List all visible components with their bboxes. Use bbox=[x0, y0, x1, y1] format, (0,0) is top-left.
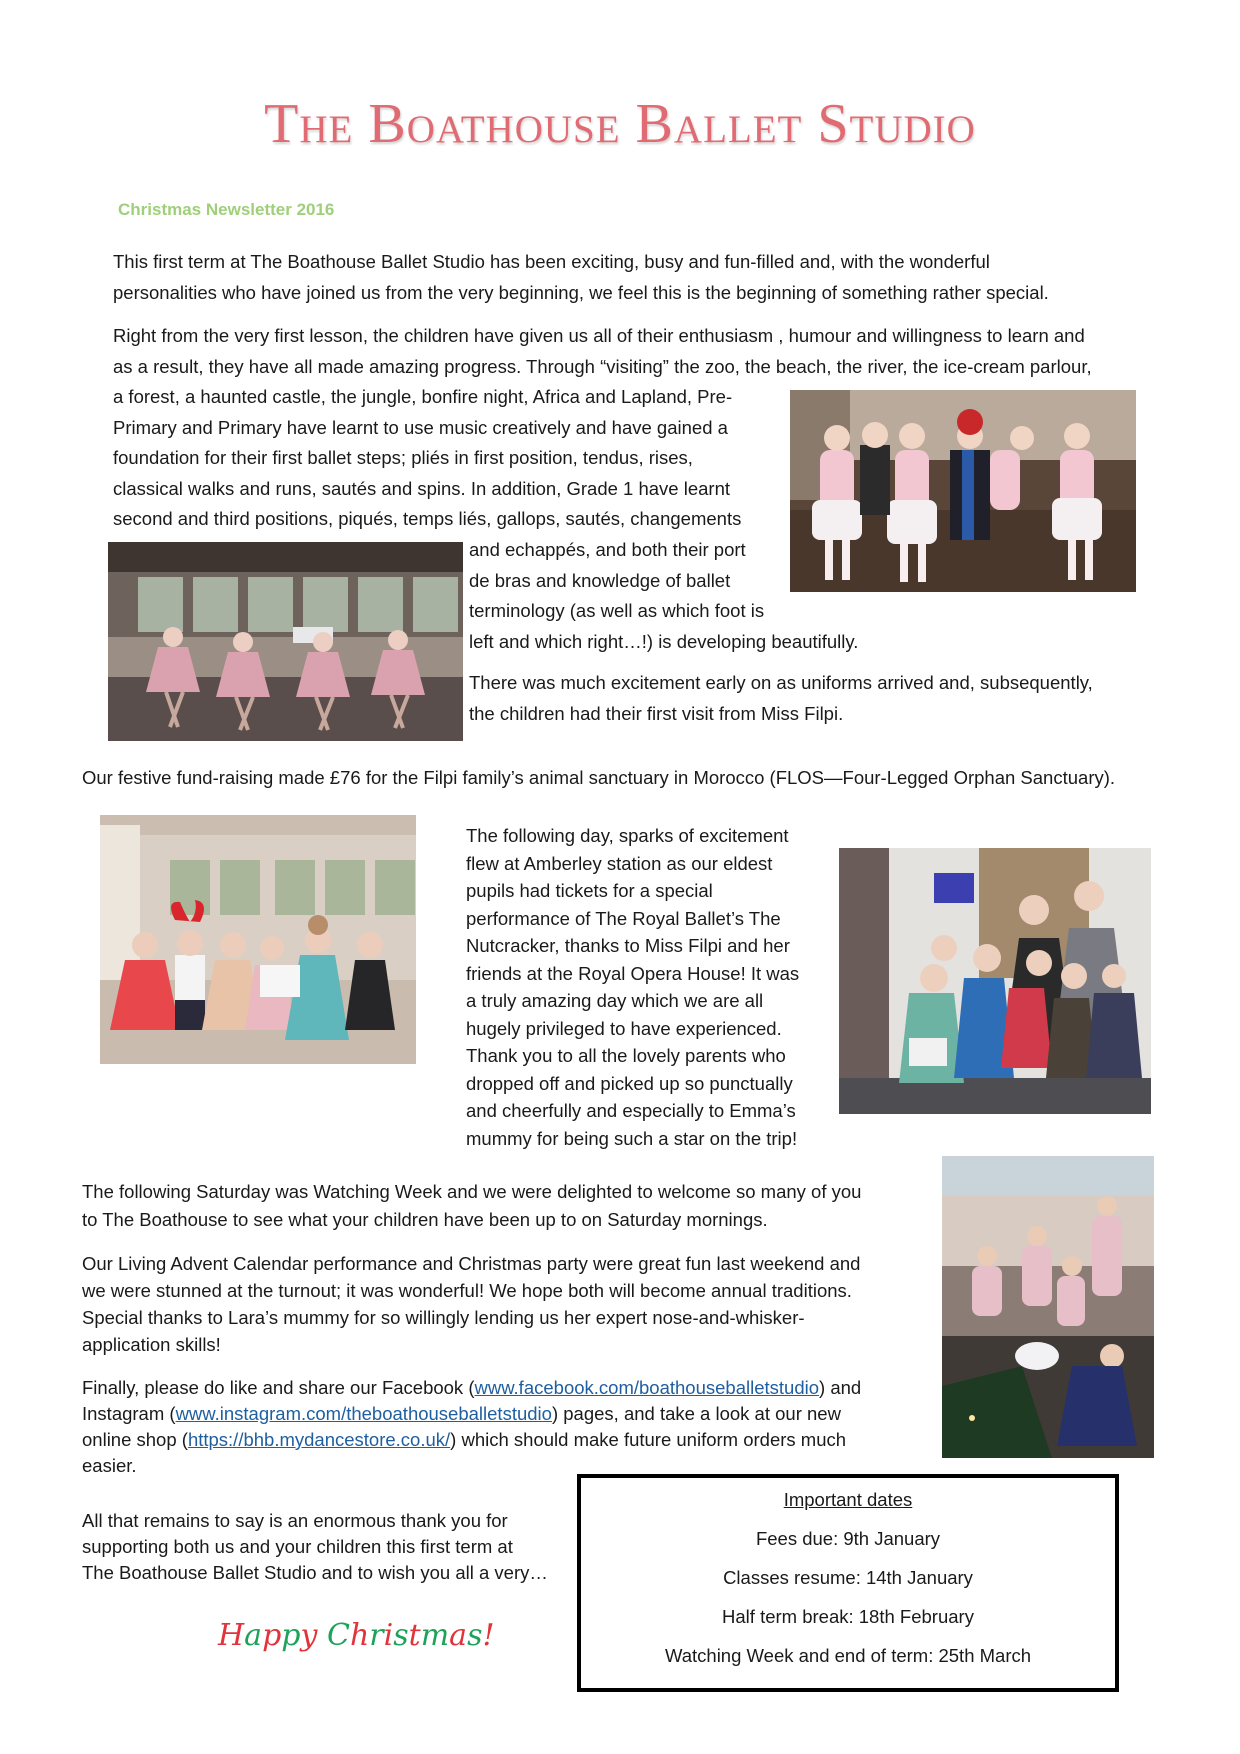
facebook-link[interactable]: www.facebook.com/boathouseballetstudio bbox=[474, 1377, 820, 1398]
text-line: The following day, sparks of excitement bbox=[466, 825, 789, 846]
important-dates-box bbox=[577, 1474, 1119, 1692]
text-line: foundation for their first ballet steps; pliés in first position, tendus, rises, bbox=[113, 447, 693, 468]
text-line: the children had their first visit from Miss Filpi. bbox=[469, 702, 844, 724]
date-fees-due: Fees due: 9th January bbox=[755, 1528, 941, 1549]
text-line: second and third positions, piqués, temps liés, gallops, sautés, changements bbox=[113, 508, 742, 529]
text-line: flew at Amberley station as our eldest bbox=[466, 852, 773, 874]
text-line: terminology (as well as which foot is bbox=[469, 600, 765, 621]
text-line: supporting both us and your children this first term at bbox=[82, 1536, 513, 1557]
newsletter-subtitle: Christmas Newsletter 2016 bbox=[118, 200, 335, 219]
text-line: Right from the very first lesson, the children have given us all of their enthusiasm , humour and willingness to learn and bbox=[113, 325, 1085, 346]
text-line: online shop (https://bhb.mydancestore.co.uk/) which should make future uniform orders much bbox=[82, 1429, 847, 1450]
text-line: a forest, a haunted castle, the jungle, bonfire night, Africa and Lapland, Pre- bbox=[113, 386, 733, 407]
newsletter-title: The Boathouse Ballet Studio bbox=[264, 93, 976, 155]
text-line: easier. bbox=[82, 1455, 137, 1476]
text-line: All that remains to say is an enormous thank you for bbox=[82, 1510, 508, 1531]
happy-christmas-greeting: Happy Christmas! bbox=[218, 1618, 495, 1653]
instagram-link[interactable]: www.instagram.com/theboathouseballetstudio bbox=[175, 1403, 552, 1424]
date-classes-resume: Classes resume: 14th January bbox=[723, 1567, 973, 1588]
date-end-of-term: Watching Week and end of term: 25th March bbox=[664, 1645, 1032, 1666]
text-line: Primary and Primary have learnt to use music creatively and have gained a bbox=[113, 416, 728, 438]
text-line: personalities who have joined us from the very beginning, we feel this is the beginning of something rather special. bbox=[113, 281, 1049, 303]
text-line: left and which right…!) is developing beautifully. bbox=[469, 630, 859, 652]
text-line: a truly amazing day which we are all bbox=[466, 990, 764, 1011]
date-half-term: Half term break: 18th February bbox=[722, 1606, 974, 1627]
online-shop-link[interactable]: https://bhb.mydancestore.co.uk/ bbox=[187, 1429, 451, 1450]
intro-paragraph bbox=[113, 247, 1049, 308]
text-line: Nutcracker, thanks to Miss Filpi and her bbox=[466, 935, 790, 956]
advent-calendar-party-photo bbox=[942, 1156, 1154, 1458]
text-line: dropped off and picked up so punctually bbox=[466, 1072, 793, 1094]
text-line: we were stunned at the turnout; it was wonderful! We hope both will become annual traditions. bbox=[82, 1280, 852, 1301]
watching-week-paragraph bbox=[82, 1178, 861, 1233]
royal-opera-house-trip-photo bbox=[839, 848, 1151, 1114]
advent-calendar-paragraph bbox=[82, 1250, 860, 1358]
text-line: and cheerfully and especially to Emma’s bbox=[466, 1100, 796, 1121]
closing-paragraph bbox=[82, 1508, 548, 1586]
text-line: friends at the Royal Opera House! It was bbox=[466, 962, 800, 984]
text-line: de bras and knowledge of ballet bbox=[469, 569, 731, 591]
text-line: performance of The Royal Ballet’s The bbox=[466, 907, 781, 929]
text-line: The Boathouse Ballet Studio and to wish you all a very… bbox=[82, 1562, 548, 1583]
text-line: The following Saturday was Watching Week and we were delighted to welcome so many of you bbox=[82, 1181, 862, 1202]
text-line: Thank you to all the lovely parents who bbox=[466, 1045, 786, 1066]
text-line: classical walks and runs, sautés and spins. In addition, Grade 1 have learnt bbox=[113, 477, 731, 499]
text-line: pupils had tickets for a special bbox=[466, 880, 713, 901]
text-line: Finally, please do like and share our Facebook (www.facebook.com/boathouseballetstudio) and bbox=[82, 1377, 862, 1398]
children-in-costumes-photo bbox=[790, 390, 1136, 592]
text-line: mummy for being such a star on the trip! bbox=[466, 1127, 798, 1149]
social-links-paragraph bbox=[82, 1375, 861, 1479]
text-line: Our Living Advent Calendar performance and Christmas party were great fun last weekend and bbox=[82, 1253, 861, 1274]
nutcracker-trip-paragraph bbox=[466, 822, 799, 1152]
text-line: Special thanks to Lara’s mummy for so willingly lending us her expert nose-and-whisker- bbox=[82, 1307, 805, 1328]
text-line: and echappés, and both their port bbox=[469, 539, 746, 560]
text-line: hugely privileged to have experienced. bbox=[466, 1017, 782, 1039]
text-line: as a result, they have all made amazing progress. Through “visiting” the zoo, the beach, the river, the ice-cream parlour, bbox=[113, 355, 1092, 377]
fundraising-paragraph: Our festive fund-raising made £76 for the Filpi family’s animal sanctuary in Morocco (FLOS—Four-Legged Orphan Sanctuary). bbox=[82, 767, 1116, 788]
christmas-costumes-photo bbox=[100, 815, 416, 1064]
ballet-class-studio-photo bbox=[108, 542, 463, 741]
text-line: application skills! bbox=[82, 1334, 221, 1355]
text-line: This first term at The Boathouse Ballet Studio has been exciting, busy and fun-filled and, with the wonderful bbox=[113, 251, 990, 272]
important-dates-heading: Important dates bbox=[783, 1489, 913, 1510]
text-line: Instagram (www.instagram.com/theboathouseballetstudio) pages, and take a look at our new bbox=[82, 1403, 841, 1424]
uniform-paragraph bbox=[469, 668, 1093, 729]
text-line: to The Boathouse to see what your children have been up to on Saturday mornings. bbox=[82, 1208, 768, 1230]
text-line: There was much excitement early on as uniforms arrived and, subsequently, bbox=[469, 672, 1093, 693]
